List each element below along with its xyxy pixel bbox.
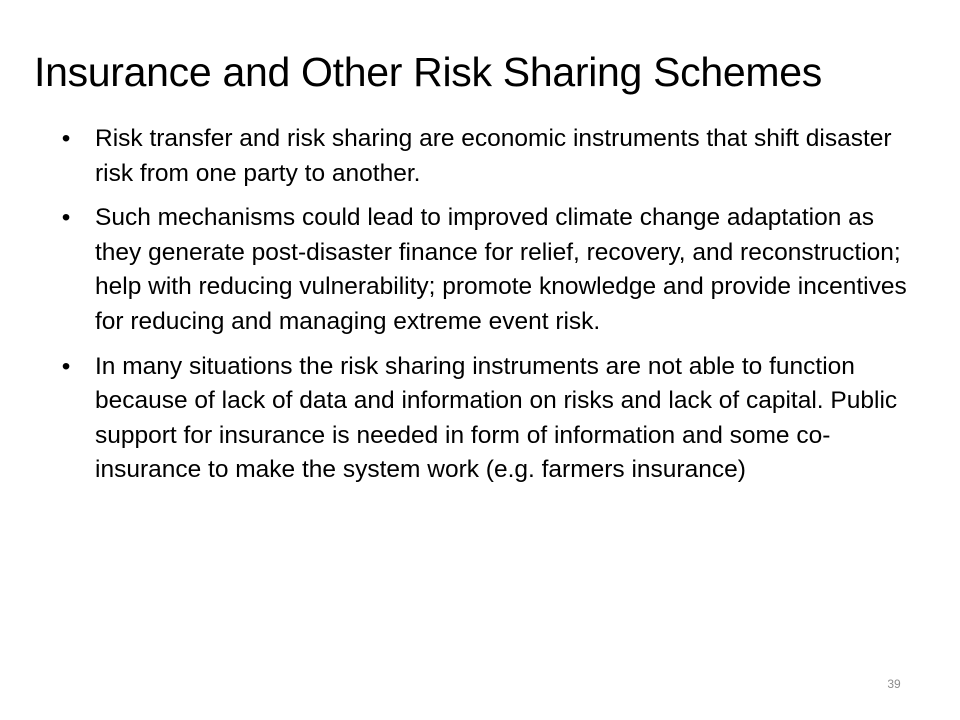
page-number: 39 [887, 677, 901, 691]
slide-title: Insurance and Other Risk Sharing Schemes [34, 49, 822, 95]
bullet-dot-icon: • [61, 125, 71, 152]
bullet-item [60, 122, 920, 191]
bullet-text: Risk transfer and risk sharing are economic instruments that shift disaster risk from one party to another. [95, 125, 892, 187]
bullet-text: Such mechanisms could lead to improved climate change adaptation as they generate post-disaster finance for relief, recovery, and reconstruction; help with reducing vulnerability; promote knowledge and provide incentives for reducing and managing extreme event risk. [95, 204, 907, 335]
bullet-item [60, 350, 920, 488]
bullet-dot-icon: • [61, 352, 71, 380]
bullet-item [60, 201, 920, 339]
bullet-text: In many situations the risk sharing instruments are not able to function because of lack of data and information on risks and lack of capital. Public support for insurance is needed in form of information and some co-insurance to make the system work (e.g. farmers insurance) [95, 352, 898, 484]
bullet-list [60, 122, 920, 498]
bullet-dot-icon: • [61, 204, 71, 232]
